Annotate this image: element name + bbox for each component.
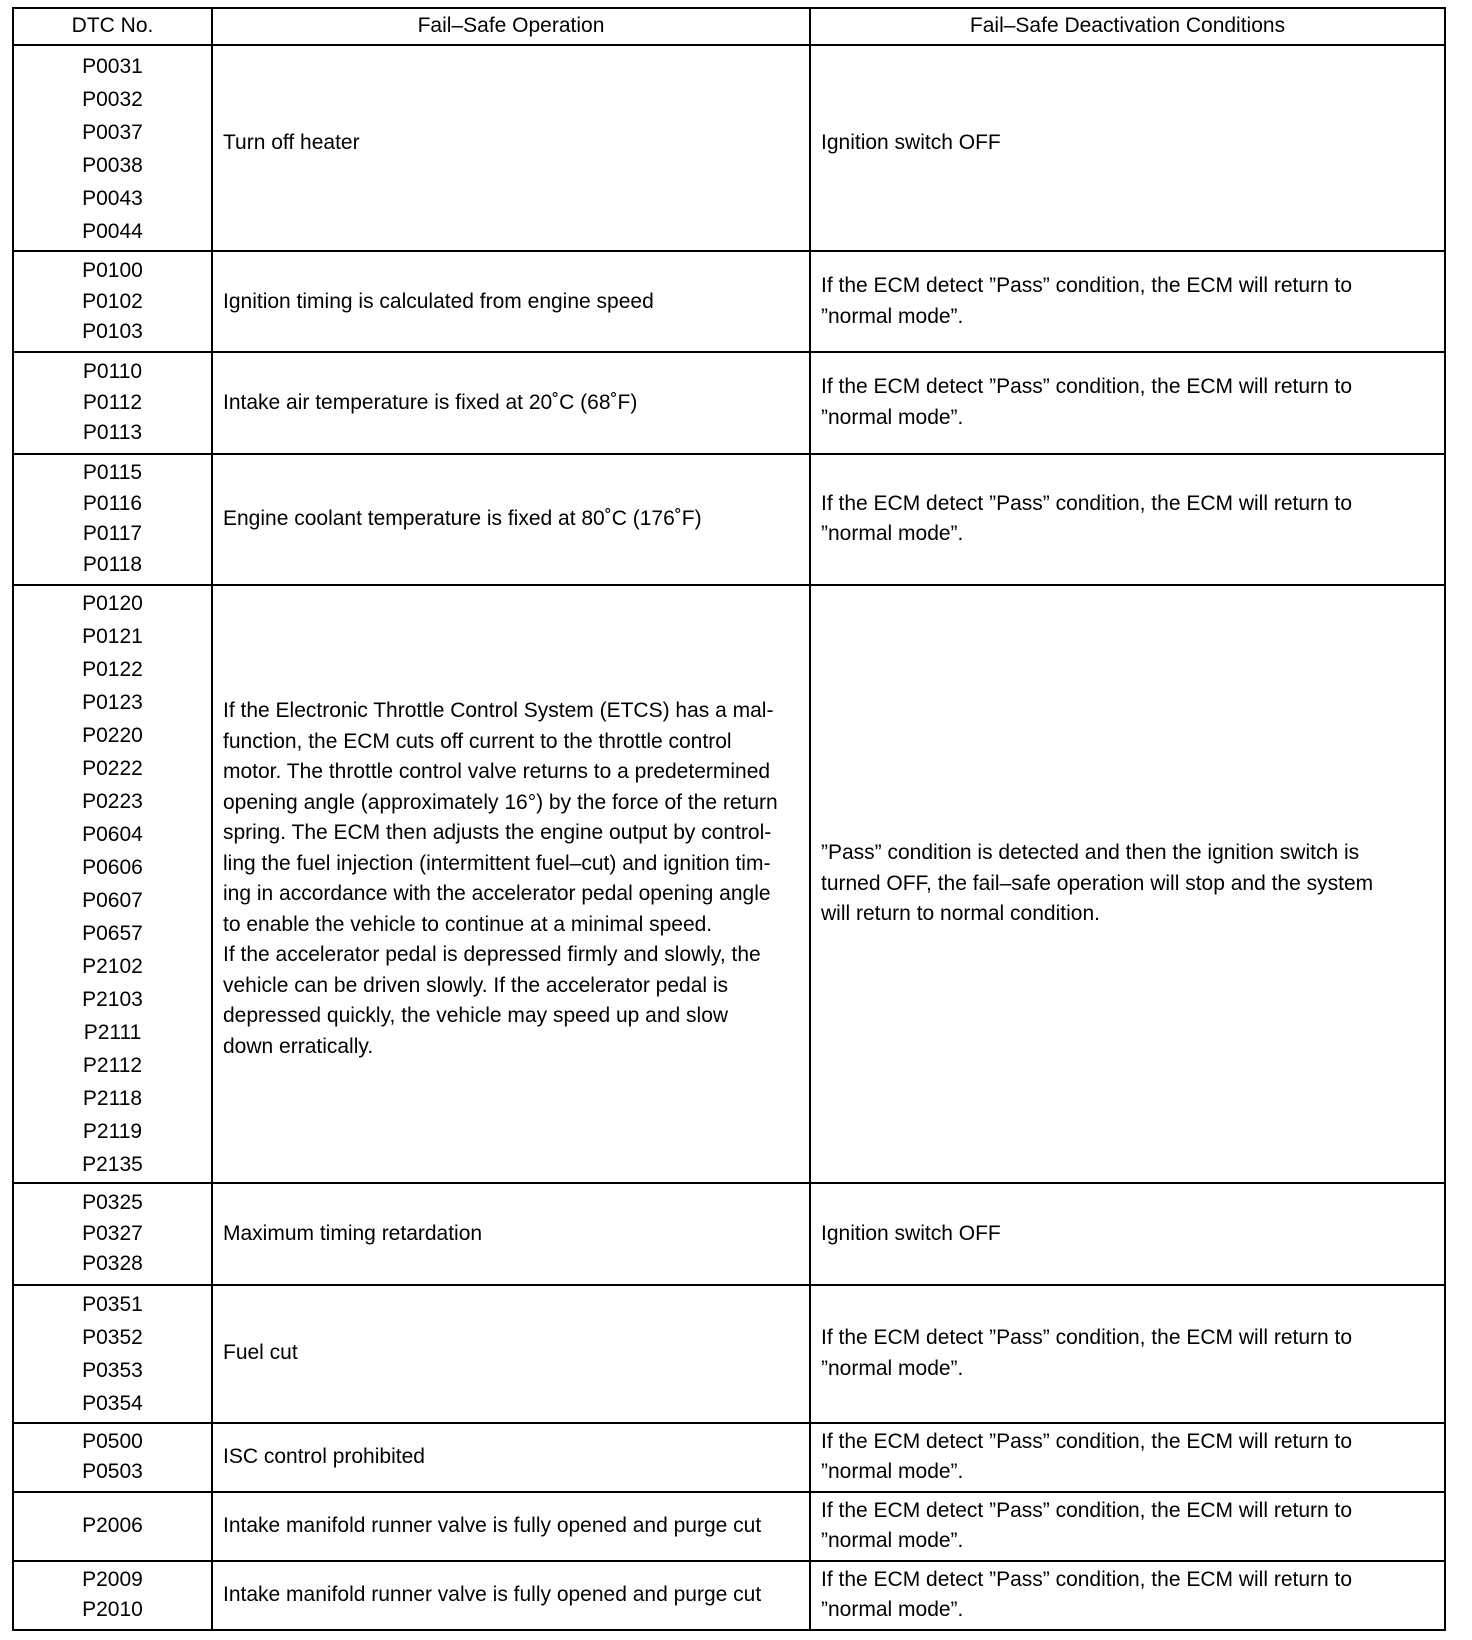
- condition-text: If the ECM detect ”Pass” condition, the ECM will return to ”normal mode”.: [821, 1567, 1353, 1622]
- dtc-code: P0607: [82, 889, 143, 913]
- operation-text: Engine coolant temperature is fixed at 80˚C (176˚F): [223, 506, 702, 530]
- condition-cell: [810, 251, 1445, 352]
- dtc-code: P2009: [82, 1567, 143, 1591]
- dtc-code: P2006: [82, 1514, 143, 1538]
- condition-text: If the ECM detect ”Pass” condition, the ECM will return to ”normal mode”.: [821, 375, 1353, 429]
- operation-text: Intake manifold runner valve is fully opened and purge cut: [223, 1514, 762, 1538]
- dtc-code: P0606: [82, 856, 143, 880]
- header-fail-safe-operation: Fail–Safe Operation: [212, 8, 810, 45]
- dtc-code: P2135: [82, 1153, 143, 1177]
- table-row: [13, 585, 1445, 1184]
- header-deactivation-conditions: Fail–Safe Deactivation Conditions: [810, 8, 1445, 45]
- table-row: [13, 1423, 1445, 1492]
- operation-cell: [212, 251, 810, 352]
- dtc-code: P0354: [82, 1391, 143, 1415]
- dtc-code: P2111: [83, 1021, 142, 1045]
- table-row: [13, 1285, 1445, 1423]
- condition-text: ”Pass” condition is detected and then the ignition switch is turned OFF, the fail–safe operation will stop and the system will return to normal condition.: [821, 841, 1374, 926]
- table-row: [13, 251, 1445, 352]
- operation-text: Intake manifold runner valve is fully opened and purge cut: [223, 1583, 762, 1607]
- table-row: [13, 352, 1445, 453]
- dtc-cell: [13, 1561, 212, 1630]
- dtc-code: P0220: [82, 724, 143, 748]
- dtc-code: P0110: [82, 360, 143, 384]
- dtc-code: P0352: [82, 1325, 143, 1349]
- dtc-code: P0121: [82, 625, 143, 649]
- operation-text: Ignition timing is calculated from engine speed: [223, 289, 654, 313]
- dtc-code: P0328: [82, 1252, 143, 1276]
- operation-cell: [212, 1183, 810, 1284]
- condition-cell: [810, 1423, 1445, 1492]
- operation-cell: [212, 585, 810, 1184]
- dtc-code: P0353: [82, 1358, 143, 1382]
- dtc-code: P0123: [82, 691, 143, 715]
- condition-cell: [810, 1285, 1445, 1423]
- dtc-cell: [13, 45, 212, 251]
- dtc-code: P0223: [82, 790, 143, 814]
- operation-cell: [212, 45, 810, 251]
- dtc-cell: [13, 585, 212, 1184]
- dtc-cell: [13, 251, 212, 352]
- table-row: [13, 1183, 1445, 1284]
- condition-text: If the ECM detect ”Pass” condition, the ECM will return to ”normal mode”.: [821, 491, 1353, 546]
- dtc-cell: [13, 1492, 212, 1561]
- operation-text: Turn off heater: [223, 130, 360, 154]
- dtc-code: P0103: [82, 320, 143, 344]
- dtc-code: P0118: [82, 552, 143, 576]
- condition-text: If the ECM detect ”Pass” condition, the ECM will return to ”normal mode”.: [821, 1429, 1353, 1484]
- dtc-code: P0500: [82, 1429, 143, 1453]
- condition-cell: [810, 1561, 1445, 1630]
- dtc-code: P0327: [82, 1221, 143, 1245]
- condition-cell: [810, 585, 1445, 1184]
- operation-text: Maximum timing retardation: [223, 1221, 483, 1245]
- table-row: [13, 1561, 1445, 1630]
- dtc-code: P2112: [82, 1054, 143, 1078]
- dtc-code: P0351: [82, 1292, 143, 1316]
- fail-safe-table: [12, 7, 1446, 1631]
- dtc-code: P0113: [82, 421, 143, 445]
- table-row: [13, 454, 1445, 585]
- dtc-cell: [13, 1183, 212, 1284]
- condition-cell: [810, 1183, 1445, 1284]
- header-dtc-no: DTC No.: [13, 8, 212, 45]
- operation-text: Intake air temperature is fixed at 20˚C (68˚F): [223, 390, 638, 414]
- operation-cell: [212, 352, 810, 453]
- dtc-code: P2010: [82, 1598, 143, 1622]
- dtc-code: P2118: [82, 1087, 143, 1111]
- dtc-code: P0503: [82, 1460, 143, 1484]
- header-row: [13, 8, 1445, 45]
- operation-cell: [212, 1285, 810, 1423]
- table-row: [13, 45, 1445, 251]
- dtc-code: P0122: [82, 658, 143, 682]
- condition-text: Ignition switch OFF: [821, 130, 1001, 154]
- dtc-code: P0120: [82, 592, 143, 616]
- dtc-code: P0102: [82, 289, 143, 313]
- dtc-cell: [13, 352, 212, 453]
- dtc-code: P0031: [82, 55, 143, 79]
- dtc-code: P0115: [82, 461, 143, 485]
- condition-cell: [810, 45, 1445, 251]
- condition-text: If the ECM detect ”Pass” condition, the ECM will return to ”normal mode”.: [821, 274, 1353, 328]
- dtc-code: P0222: [82, 757, 143, 781]
- condition-text: If the ECM detect ”Pass” condition, the ECM will return to ”normal mode”.: [821, 1498, 1353, 1553]
- dtc-code: P0038: [82, 154, 143, 178]
- dtc-code: P0032: [82, 88, 143, 112]
- operation-text: Fuel cut: [223, 1341, 298, 1365]
- table-row: [13, 1492, 1445, 1561]
- dtc-code: P0100: [82, 259, 143, 283]
- condition-cell: [810, 352, 1445, 453]
- dtc-code: P2103: [82, 988, 143, 1012]
- condition-text: Ignition switch OFF: [821, 1221, 1001, 1245]
- dtc-code: P0604: [82, 823, 143, 847]
- dtc-code: P0112: [82, 390, 143, 414]
- dtc-cell: [13, 454, 212, 585]
- operation-cell: [212, 454, 810, 585]
- operation-cell: [212, 1492, 810, 1561]
- dtc-code: P0044: [82, 220, 143, 244]
- dtc-code: P0043: [82, 187, 143, 211]
- dtc-code: P0037: [82, 121, 143, 145]
- operation-cell: [212, 1561, 810, 1630]
- dtc-code: P0325: [82, 1191, 143, 1215]
- dtc-code: P0116: [82, 491, 143, 515]
- condition-cell: [810, 1492, 1445, 1561]
- operation-text: ISC control prohibited: [223, 1444, 425, 1468]
- operation-text: If the Electronic Throttle Control System (ETCS) has a mal- function, the ECM cuts off current to the throttle control motor. The throttle control valve returns to a predetermined opening angle (approximately 16°) by the force of the return spring. The ECM then adjusts the engine output by control- ling the fuel injection (intermittent fuel–cut) and ignition tim- ing in accordance with the accelerator pedal opening angle to enable the vehicle to continue at a minimal speed. If the accelerator pedal is depressed firmly and slowly, the vehicle can be driven slowly. If the accelerator pedal is depressed quickly, the vehicle may speed up and slow down erratically.: [223, 699, 778, 1058]
- condition-text: If the ECM detect ”Pass” condition, the ECM will return to ”normal mode”.: [821, 1326, 1353, 1380]
- operation-cell: [212, 1423, 810, 1492]
- dtc-code: P2102: [82, 955, 143, 979]
- dtc-cell: [13, 1423, 212, 1492]
- condition-cell: [810, 454, 1445, 585]
- dtc-code: P2119: [82, 1120, 143, 1144]
- dtc-cell: [13, 1285, 212, 1423]
- dtc-code: P0657: [82, 922, 143, 946]
- dtc-code: P0117: [82, 522, 143, 546]
